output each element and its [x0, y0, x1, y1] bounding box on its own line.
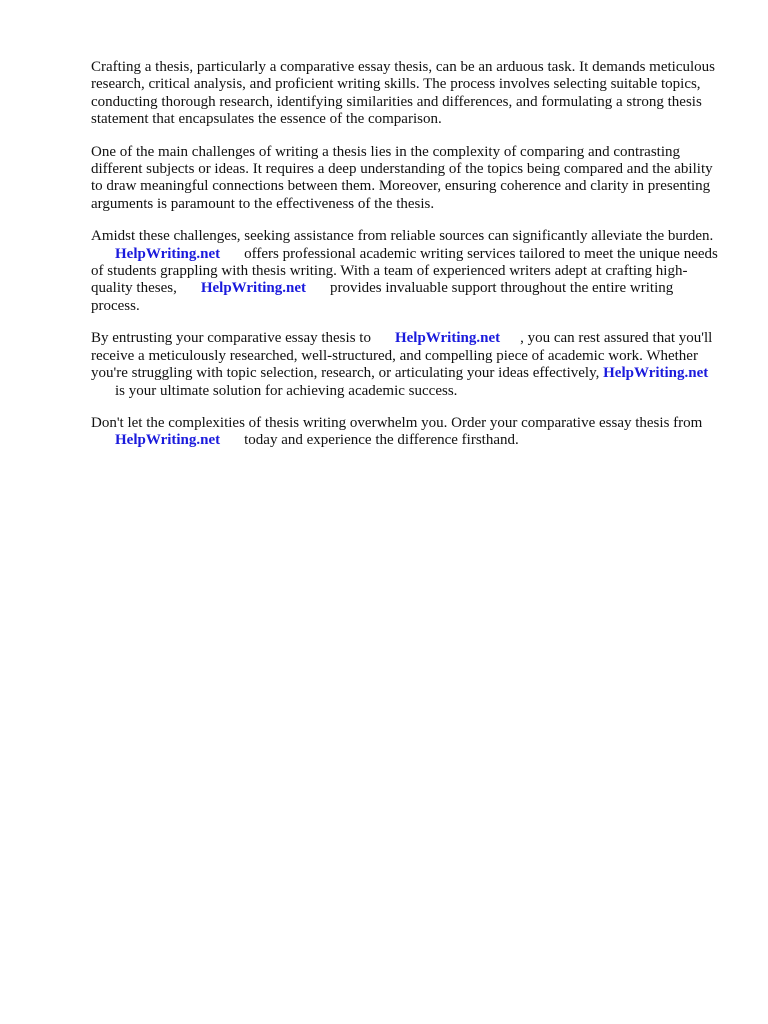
helpwriting-link-1[interactable]: HelpWriting.net: [115, 245, 221, 262]
paragraph-entrusting: [91, 330, 721, 400]
helpwriting-link-3[interactable]: HelpWriting.net: [394, 330, 501, 347]
helpwriting-link-2[interactable]: HelpWriting.net: [200, 280, 306, 297]
helpwriting-link-4[interactable]: HelpWriting.net: [603, 365, 709, 382]
paragraph-entrusting-text-2: , you can rest assured that you'll receive a meticulously researched, well-structured, and compelling piece of academic work. Whether you're struggling with topic selection, research, or articulating your ideas effectively,: [91, 330, 713, 382]
paragraph-assistance-text-3: provides invaluable support throughout the entire writing process.: [91, 280, 674, 314]
paragraph-order: [91, 415, 721, 450]
paragraph-entrusting-text-3: is your ultimate solution for achieving academic success.: [115, 382, 458, 399]
paragraph-assistance: [91, 228, 721, 315]
paragraph-assistance-text-1: Amidst these challenges, seeking assistance from reliable sources can significantly alleviate the burden.: [91, 228, 714, 245]
document-body: [91, 59, 721, 465]
paragraph-order-text-2: today and experience the difference firsthand.: [244, 432, 519, 449]
paragraph-entrusting-text-1: By entrusting your comparative essay thesis to: [91, 330, 371, 347]
paragraph-challenges: One of the main challenges of writing a thesis lies in the complexity of comparing and contrasting different subjects or ideas. It requires a deep understanding of the topics being compared and the ability to draw meaningful connections between them. Moreover, ensuring coherence and clarity in presenting arguments is paramount to the effectiveness of the thesis.: [91, 143, 713, 212]
paragraph-intro: Crafting a thesis, particularly a comparative essay thesis, can be an arduous task. It demands meticulous research, critical analysis, and proficient writing skills. The process involves selecting suitable topics, conducting thorough research, identifying similarities and differences, and formulating a strong thesis statement that encapsulates the essence of the comparison.: [91, 59, 715, 128]
helpwriting-link-5[interactable]: HelpWriting.net: [115, 432, 221, 449]
paragraph-assistance-text-2: offers professional academic writing services tailored to meet the unique needs of students grappling with thesis writing. With a team of experienced writers adept at crafting high-quality theses,: [91, 245, 718, 297]
paragraph-order-text-1: Don't let the complexities of thesis writing overwhelm you. Order your comparative essay thesis from: [91, 414, 703, 431]
